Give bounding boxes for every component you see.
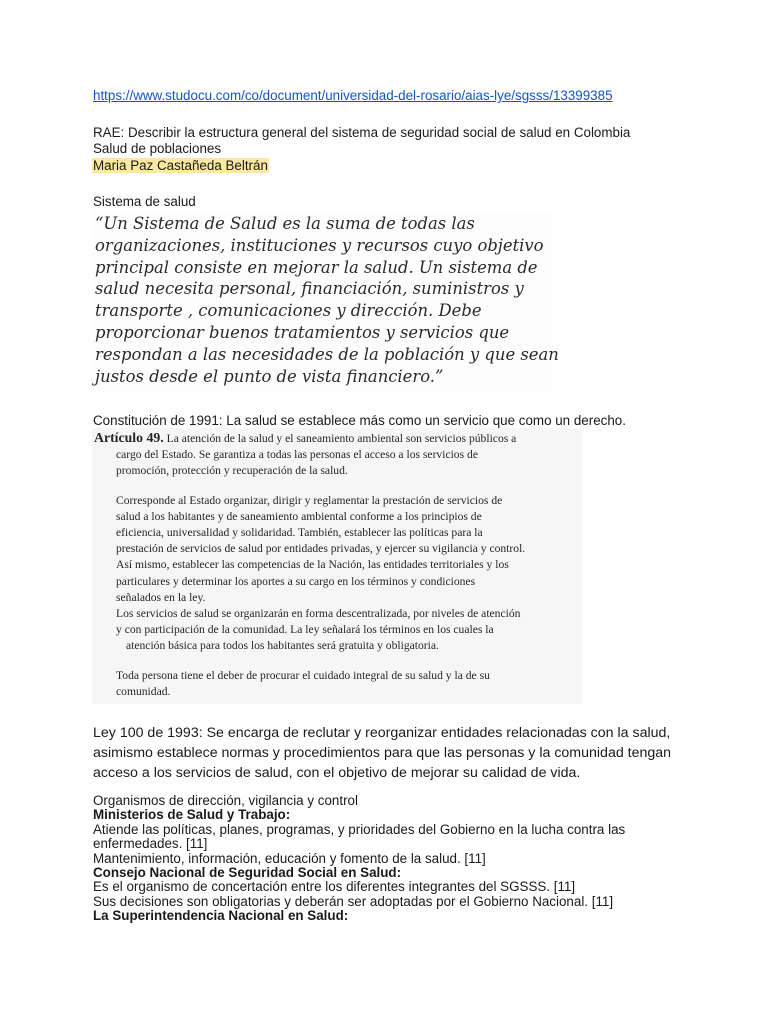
rae-title: RAE: Describir la estructura general del sistema de seguridad social de salud en Colombia xyxy=(93,125,631,140)
source-link[interactable]: https://www.studocu.com/co/document/universidad-del-rosario/aias-lye/sgsss/13399385 xyxy=(93,88,613,103)
consejo-line: Es el organismo de concertación entre los diferentes integrantes del SGSSS. [11] xyxy=(93,879,576,895)
quote-line: organizaciones, instituciones y recursos cuyo objetivo xyxy=(95,235,544,255)
ley-line: Ley 100 de 1993: Se encarga de reclutar y reorganizar entidades relacionadas con la salud, xyxy=(93,725,671,741)
ministerios-heading: Ministerios de Salud y Trabajo: xyxy=(93,807,291,823)
ley-100-paragraph xyxy=(93,723,671,783)
section-title-sistema: Sistema de salud xyxy=(93,194,196,209)
article-line: Así mismo, establecer las competencias de la Nación, las entidades territoriales y los xyxy=(116,558,509,572)
article-line: comunidad. xyxy=(116,684,171,698)
article-line: particulares y determinar los aportes a su cargo en los términos y condiciones xyxy=(116,574,476,588)
quote-line: principal consiste en mejorar la salud. Un sistema de xyxy=(95,257,538,277)
ministerios-line: Atiende las políticas, planes, programas, y prioridades del Gobierno en la lucha contra las xyxy=(93,821,626,837)
ministerios-line: Mantenimiento, información, educación y fomento de la salud. [11] xyxy=(93,850,486,866)
paragraph-gap xyxy=(94,480,582,493)
quote-line: salud necesita personal, financiación, suministros y xyxy=(95,279,524,299)
quote-image xyxy=(92,211,559,391)
article-line: salud a los habitantes y de saneamiento ambiental conforme a los principios de xyxy=(116,509,482,523)
article-line: y con participación de la comunidad. La ley señalará los términos en los cuales la xyxy=(116,623,494,637)
quote-line: transporte , comunicaciones y dirección. Debe xyxy=(95,301,482,321)
article-line: La atención de la salud y el saneamiento ambiental son servicios públicos a xyxy=(166,432,517,445)
quote-line: respondan a las necesidades de la población y que sean xyxy=(95,344,559,364)
consejo-line: Sus decisiones son obligatorias y deberán ser adoptadas por el Gobierno Nacional. [11] xyxy=(93,893,614,909)
article-heading: Artículo 49. xyxy=(94,430,164,445)
article-line: señalados en la ley. xyxy=(116,590,206,604)
article-line: atención básica para todos los habitantes será gratuita y obligatoria. xyxy=(126,639,439,653)
ministerios-line: enfermedades. [11] xyxy=(93,836,208,852)
article-line: promoción, protección y recuperación de la salud. xyxy=(116,464,348,478)
article-line: prestación de servicios de salud por entidades privadas, y ejercer su vigilancia y control. xyxy=(116,542,526,556)
ley-line: acceso a los servicios de salud, con el objetivo de mejorar su calidad de vida. xyxy=(93,765,581,781)
author-name: Maria Paz Castañeda Beltrán xyxy=(93,158,268,173)
quote-line: justos desde el punto de vista financiero.” xyxy=(95,366,444,386)
article-line: cargo del Estado. Se garantiza a todas las personas el acceso a los servicios de xyxy=(116,448,478,462)
ley-line: asimismo establece normas y procedimientos para que las personas y la comunidad tengan xyxy=(93,745,672,761)
superintendencia-heading: La Superintendencia Nacional en Salud: xyxy=(93,908,349,924)
organismos-title: Organismos de dirección, vigilancia y control xyxy=(93,793,358,808)
consejo-heading: Consejo Nacional de Seguridad Social en Salud: xyxy=(93,865,402,881)
article-first-line xyxy=(94,430,582,447)
quote-line: proporcionar buenos tratamientos y servicios que xyxy=(95,322,510,342)
paragraph-gap xyxy=(94,655,582,668)
article-line: Toda persona tiene el deber de procurar el cuidado integral de su salud y la de su xyxy=(116,668,490,682)
organismos-section xyxy=(93,794,625,924)
course-name: Salud de poblaciones xyxy=(93,141,222,156)
article-line: eficiencia, universalidad y solidaridad. También, establecer las políticas para la xyxy=(116,526,483,540)
article-line: Los servicios de salud se organizarán en forma descentralizada, por niveles de atención xyxy=(116,607,521,621)
quote-line: “Un Sistema de Salud es la suma de todas las xyxy=(95,214,475,233)
article-49-image xyxy=(92,428,582,704)
article-line: Corresponde al Estado organizar, dirigir y reglamentar la prestación de servicios de xyxy=(116,493,503,507)
constitucion-text: Constitución de 1991: La salud se establece más como un servicio que como un derecho. xyxy=(93,413,626,428)
